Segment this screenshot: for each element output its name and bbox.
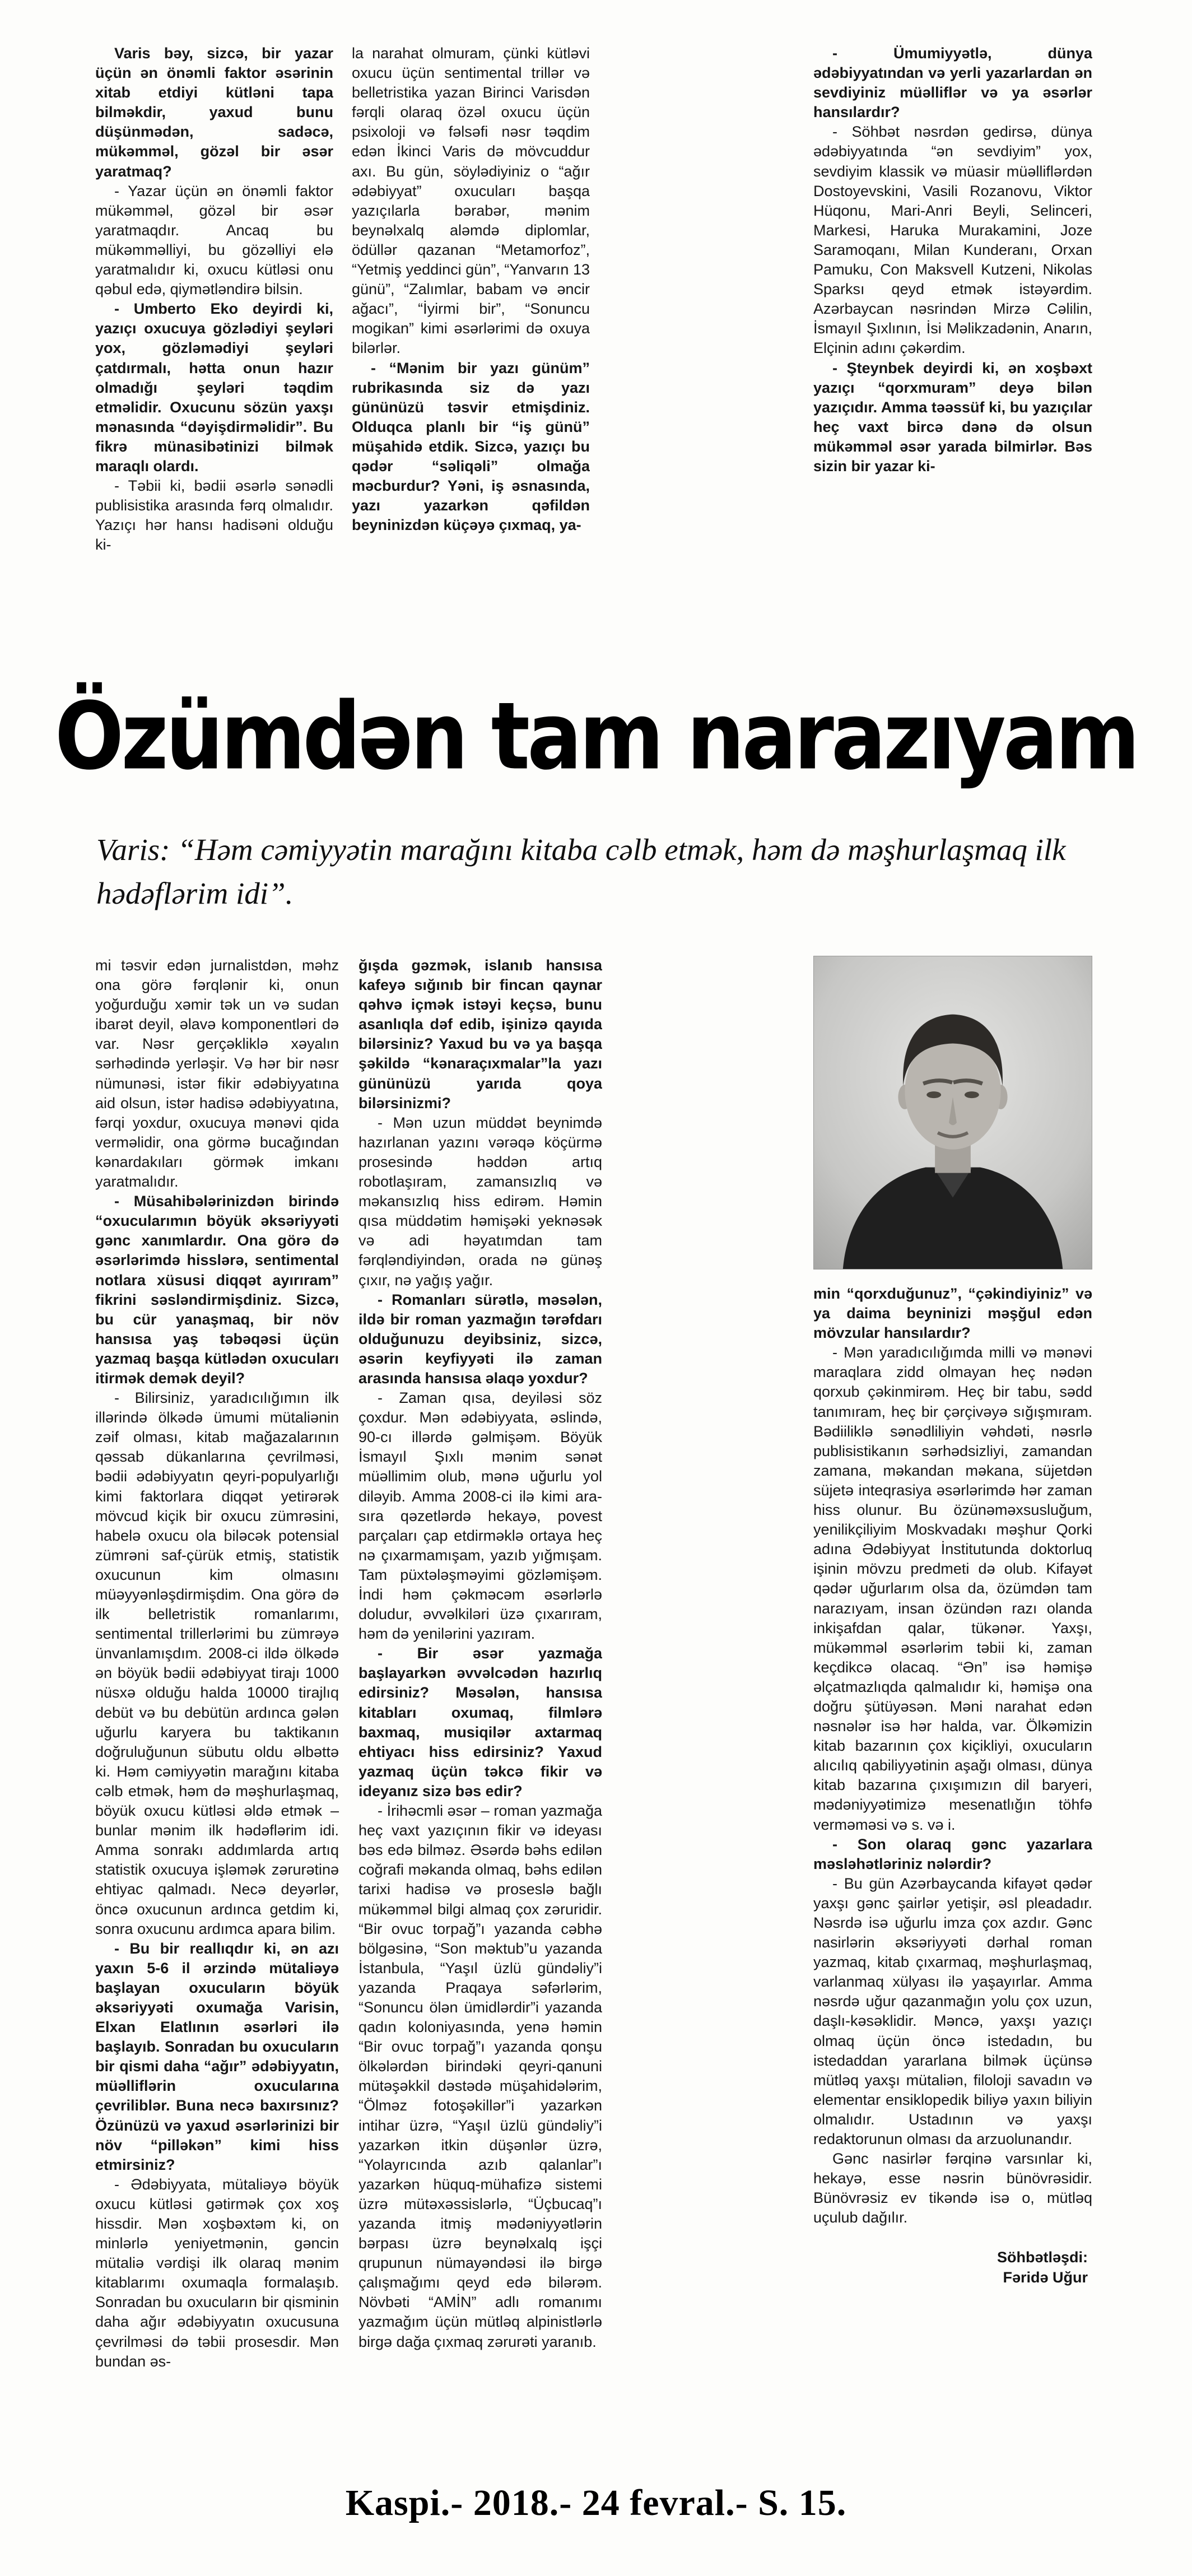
paragraph: mi təsvir edən jurnalistdən, məhz ona görə fərqlənir ki, onun yoğurduğu xəmir tək un və sudan ibarət deyil, əlavə komponentləri də var. Nəsr gerçəkliklə xəyalın sərhədində yerləşir. Və hər bir nəsr nümunəsi, istər fikir ədəbiyyatına aid olsun, istər hadisə ədəbiyyatına, fərqi yoxdur, oxucuya mənəvi qida verməlidir, ona görmə bucağından kənardakıları görmək imkanı yaratmalıdır.	[95, 957, 339, 1191]
paragraph: la narahat olmuram, çünki kütləvi oxucu üçün sentimental trillər və belletristika yazan Birinci Varisdən fərqli olaraq özəl oxucu üçün psixoloji və fəlsəfi nəsr təqdim edən İkinci Varis də mövcuddur axı. Bu gün, söylədiyiniz o “ağır ədəbiyyat” oxucuları başqa yazıçılarla bərabər, mənim beynəlxalq aləmdə diplomlar, ödüllər qazanan “Metamorfoz”, “Yetmiş yeddinci gün”, “Yanvarın 13 günü”, “Zalımlar, babam və əncir ağacı”, “İyirmi bir”, “Sonuncu mogikan” kimi əsərlərimi də oxuya bilərlər.	[352, 45, 590, 357]
top-column-1	[95, 44, 333, 676]
signature-block	[813, 2247, 1092, 2288]
paragraph: - “Mənim bir yazı günüm” rubrikasında siz də yazı gününüzü təsvir etmişdiniz. Olduqca planlı bir “iş günü” müşahidə etdik. Sizcə, yazıçı bu qədər “səliqəli” olmağa məcburdur? Yəni, iş əsnasında, yazı yazarkən qəfildən beyninizdən küçəyə çıxmaq, ya-	[352, 359, 590, 534]
top-column-2	[352, 44, 590, 676]
paragraph: - Ədəbiyyata, mütaliəyə böyük oxucu kütləsi gətirmək çox xoş hissdir. Mən xoşbəxtəm ki, on minlərlə yeniyetmənin, gəncin mütaliə vərdişi ilk olaraq mənim kitablarımı oxumaqla formalaşıb. Sonradan bu oxucuların bir qisminin daha ağır ədəbiyyatın oxucusuna çevrilməsi də təbii prosesdir. Mən bundan əs-	[95, 2175, 339, 2370]
paragraph: - Umberto Eko deyirdi ki, yazıçı oxucuya gözlədiyi şeyləri yox, gözləmədiyi şeyləri çatdırmalı, hətta onun hazır olmadığı şeyləri təqdim etməlidir. Oxucunu sözün yaxşı mənasında “dəyişdirməlidir”. Bu fikrə münasibətinizi bilmək maraqlı olardı.	[95, 300, 333, 475]
paragraph: - Mən yaradıcılığımda milli və mənəvi maraqlara zidd olmayan heç nədən qorxub çəkinmirəm. Heç bir tabu, sədd tanımıram, heç bir çərçivəyə sığışmıram. Bədiiliklə sənədliliyin vəhdəti, nəsrlə publisistikanın sərhədsizliyi, zamandan zamana, məkandan məkana, süjetdən süjetə inteqrasiya əsərlərimdə hər zaman hiss olunur. Bu özünəməxsusluğum, yenilikçiliyim Moskvadakı məşhur Qorki adına Ədəbiyyat İnstitutunda doktorluq işinin mövzu predmeti də olub. Kifayət qədər uğurlarım olsa da, özümdən tam narazıyam, insan özündən razı olanda inkişafdan qalar, tükənər. Yaxşı, mükəmməl əsərlərim təbii ki, zaman keçdikcə olacaq. “Ən” isə həmişə əlçatmazlıqda qalmalıdır ki, həmişə ona doğru şütüyəsən. Məni narahat edən nəsnələr isə hər halda, var. Ölkəmizin kitab bazarının çox kiçikliyi, oxucuların alıcılıq qabiliyyətinin aşağı olması, dünya kitab bazarına çıxışımızın dil baryeri, mədəniyyətimizə mesenatlığın töhfə verməməsi və s. və i.	[813, 1344, 1092, 1833]
signature-name: Fəridə Uğur	[1003, 2268, 1088, 2286]
paragraph: - Bu bir reallıqdır ki, ən azı yaxın 5-6 il ərzində mütaliəyə başlayan oxucuların böyük əksəriyyəti oxumağa Varisin, Elxan Elatlının əsərləri ilə başlayıb. Sonradan bu oxucuların bir qismi daha “ağır” ədəbiyyatın, müəlliflərin oxucularına çevriliblər. Buna necə baxırsınız? Özünüzü və yaxud əsərlərinizi bir növ “pilləkən” kimi hiss etmirsiniz?	[95, 1940, 339, 2173]
paragraph: ğışda gəzmək, islanıb hansısa kafeyə sığınıb bir fincan qaynar qəhvə içmək istəyi keçsə, bunu asanlıqla dəf edib, işinizə qayıda bilərsiniz? Yaxud bu və ya başqa şəkildə “kənaraçıxmalar”la yazı gününüzü yarıda qoya bilərsinizmi?	[358, 957, 602, 1112]
paragraph: - Ümumiyyətlə, dünya ədəbiyyatından və yerli yazarlardan ən sevdiyiniz müəlliflər və ya əsərlər hansılardır?	[813, 45, 1092, 121]
paragraph: - Təbii ki, bədii əsərlə sənədli publisistika arasında fərq olmalıdır. Yazıçı hər hansı hadisəni olduğu ki-	[95, 477, 333, 554]
paragraph: - Söhbət nəsrdən gedirsə, dünya ədəbiyyatında “ən sevdiyim” yox, sevdiyim klassik və müasir müəlliflərdən Dostoyevskini, Vasili Rozanovu, Viktor Hüqonu, Mari-Anri Beyli, Selinceri, Markesi, Haruka Murakamini, Joze Saramoqanı, Milan Kunderanı, Orxan Pamuku, Con Maksvell Kutzeni, Nikolas Sparksı qeyd etmək istəyərdim. Azərbaycan nəsrindən Mirzə Cəlilin, İsmayıl Şıxlının, İsi Məlikzadənin, Anarın, Elçinin adını çəkərdim.	[813, 123, 1092, 357]
portrait-photo	[813, 956, 1092, 1270]
body-column-2	[358, 956, 602, 2435]
body-column-1	[95, 956, 339, 2435]
article-headline: Özümdən tam narazıyam	[54, 682, 1138, 791]
paragraph: Varis bəy, sizcə, bir yazar üçün ən önəmli faktor əsərinin xitab etdiyi kütləni tapa bilməkdir, yaxud bunu düşünmədən, sadəcə, mükəmməl, gözəl bir əsər yaratmaq?	[95, 45, 333, 180]
paragraph: - İrihəcmli əsər – roman yazmağa heç vaxt yazıçının fikir və ideyası bəs edə bilməz. Əsərdə bəhs edilən coğrafi məkanda olmaq, bəhs edilən tarixi hadisə və proseslə bağlı mükəmməl bilgi almaq çox zəruridir. “Bir ovuc torpağ”ı yazanda cəbhə bölgəsinə, “Son məktub”u yazanda İstanbula, “Yaşıl üzlü gündəliy”i yazanda Praqaya səfərlərim, “Sonuncu ölən ümidlərdir”i yazanda qadın koloniyasında, yenə həmin “Bir ovuc torpağ”ı yazanda qonşu ölkələrdən birindəki qeyri-qanuni mütəşəkkil dəstədə müşahidələrim, “Ölməz fotoşəkillər”i yazarkən intihar üzrə, “Yaşıl üzlü gündəliy”i yazarkən itkin düşənlər üzrə, “Yolayrıcında azıb qalanlar”ı yazarkən hüquq-mühafizə sistemi üzrə mütəxəssislərlə, “Üçbucaq”ı yazanda itmiş mədəniyyətlərin bərpası üzrə beynəlxalq işçi qrupunun nümayəndəsi ilə birgə çalışmağımı qeyd edə bilərəm. Növbəti “AMİN” adlı romanımı yazmağım üçün mütləq alpinistlərlə birgə dağa çıxmaq zərurəti yaranıb.	[358, 1802, 602, 2350]
source-citation: Kaspi.- 2018.- 24 fevral.- S. 15.	[345, 2482, 847, 2523]
top-column-3	[813, 44, 1092, 676]
body-column-3-text	[813, 1284, 1092, 2228]
paragraph: - Şteynbek deyirdi ki, ən xoşbəxt yazıçı “qorxmuram” deyə bilən yazıçıdır. Amma təəssüf ki, bu yazıçılar heç vaxt bircə dənə də olsun mükəmməl əsər yarada bilmirlər. Bəs sizin bir yazar ki-	[813, 359, 1092, 475]
paragraph: - Son olaraq gənc yazarlara məsləhətləriniz nələrdir?	[813, 1835, 1092, 1872]
body-column-3	[813, 956, 1092, 2435]
paragraph: - Bu gün Azərbaycanda kifayət qədər yaxşı gənc şairlər yetişir, əsl pleadadır. Nəsrdə isə uğurlu imza çox azdır. Gənc nasirlərin əksəriyyəti dərhal roman yazmaq, kitab çıxarmaq, məşhurlaşmaq, varlanmaq xülyası ilə yaşayırlar. Amma nəsrdə uğur qazanmağın yolu çox uzun, daşlı-kəsəklidir. Məncə, yaxşı yazıçı olmaq üçün öncə istedadın, bu istedaddan yararlana bilmək üçünsə mütləq yaxşı mütaliən, filoloji savadın və elementar ensiklopedik biliyə yaxın biliyin olmalıdır. Ustadının və yaxşı redaktorunun olması da arzuolunandır.	[813, 1875, 1092, 2148]
signature-label: Söhbətləşdi:	[997, 2248, 1088, 2266]
paragraph: Gənc nasirlər fərqinə varsınlar ki, hekayə, esse nəsrin bünövrəsidir. Bünövrəsiz ev tikəndə isə o, mütləq uçulub dağılır.	[813, 2150, 1092, 2226]
subhead-quote: Varis: “Həm cəmiyyətin marağını kitaba cəlb etmək, həm də məşhurlaşmaq ilk hədəflərim idi”.	[96, 833, 1066, 911]
paragraph: - Zaman qısa, deyiləsi söz çoxdur. Mən ədəbiyyata, əslində, 90-cı illərdə gəlmişəm. Böyük İsmayıl Şıxlı mənim sənət müəllimim olub, mənə uğurlu yol diləyib. Amma 2008-ci ilə kimi ara-sıra qəzetlərdə hekayə, povest parçaları çap etdirməklə ortaya heç nə çıxarmamışam, yazıb yığmışam. Tam püxtələşməyimi gözləmişəm. İndi həm çəkməcəm əsərlərlə doludur, əvvəlkiləri üzə çıxarıram, həm də yenilərini yazıram.	[358, 1389, 602, 1643]
paragraph: - Bir əsər yazmağa başlayarkən əvvəlcədən hazırlıq edirsiniz? Məsələn, hansısa kitabları oxumaq, filmlərə baxmaq, musiqilər axtarmaq ehtiyacı hiss edirsiniz? Yaxud yazmaq üçün təkcə fikir və ideyanız sizə bəs edir?	[358, 1645, 602, 1800]
paragraph: - Romanları sürətlə, məsələn, ildə bir roman yazmağın tərəfdarı olduğunuzu deyibsiniz, sizcə, əsərin keyfiyyəti ilə zaman arasında hansısa əlaqə yoxdur?	[358, 1291, 602, 1387]
paragraph: - Müsahibələrinizdən birində “oxucularımın böyük əksəriyyəti gənc xanımlardır. Ona görə də əsərlərimdə hisslərə, sentimental notlara xüsusi diqqət ayırıram” fikrini səsləndirmişdiniz. Sizcə, bu cür yanaşmaq, bir növ hansısa yaş təbəqəsi üçün yazmaq başqa kütlədən oxucuları itirmək demək deyil?	[95, 1193, 339, 1387]
paragraph: - Yazar üçün ən önəmli faktor mükəmməl, gözəl bir əsər yaratmaqdır. Ancaq bu mükəmməlliyi, bu gözəlliyi elə yaratmalıdır ki, oxucu kütləsi onu qəbul edə, qiymətləndirə bilsin.	[95, 182, 333, 298]
paragraph: - Mən uzun müddət beynimdə hazırlanan yazını vərəqə köçürmə prosesində həddən artıq robotlaşıram, zamansızlıq və məkansızlıq hiss edirəm. Həmin qısa müddətim həmişəki yeknəsək və adi həyatımdan tam fərqləndiyindən, orada nə günəş çıxır, nə yağış yağır.	[358, 1114, 602, 1289]
paragraph: min “qorxduğunuz”, “çəkindiyiniz” və ya daima beyninizi məşğul edən mövzular hansılardır?	[813, 1285, 1092, 1342]
paragraph: - Bilirsiniz, yaradıcılığımın ilk illərində ölkədə ümumi mütaliənin zəif olması, kitab mağazalarının qəssab dükanlarına çevrilməsi, bədii ədəbiyyatın qeyri-populyarlığı kimi faktorlara diqqət yetirərək mövcud kiçik bir oxucu zümrəsini, habelə oxucu ola biləcək potensial zümrəni saf-çürük etmiş, statistik oxucunun kim olmasını müəyyənləşdirmişdim. Ona görə də ilk belletristik romanlarımı, sentimental trillerlərimi bu zümrəyə ünvanlamışdım. 2008-ci ildə ölkədə ən böyük bədii ədəbiyyat tirajı 1000 nüsxə olduğu halda 10000 tirajlıq debüt və bu debütün ardınca gələn uğurlu karyera bu taktikanın doğruluğunun sübutu oldu əlbəttə ki. Həm cəmiyyətin marağını kitaba cəlb etmək, həm də məşhurlaşmaq, böyük oxucu kütləsi əldə etmək – bunlar mənim ilk hədəflərim idi. Amma sonrakı addımlarda artıq statistik oxucuya işləmək zərurətinə ehtiyac qalmadı. Necə deyərlər, öncə oxucunun ardınca getdim ki, sonra oxucunu ardımca apara bilim.	[95, 1389, 339, 1937]
portrait-photo-image	[814, 956, 1092, 1269]
